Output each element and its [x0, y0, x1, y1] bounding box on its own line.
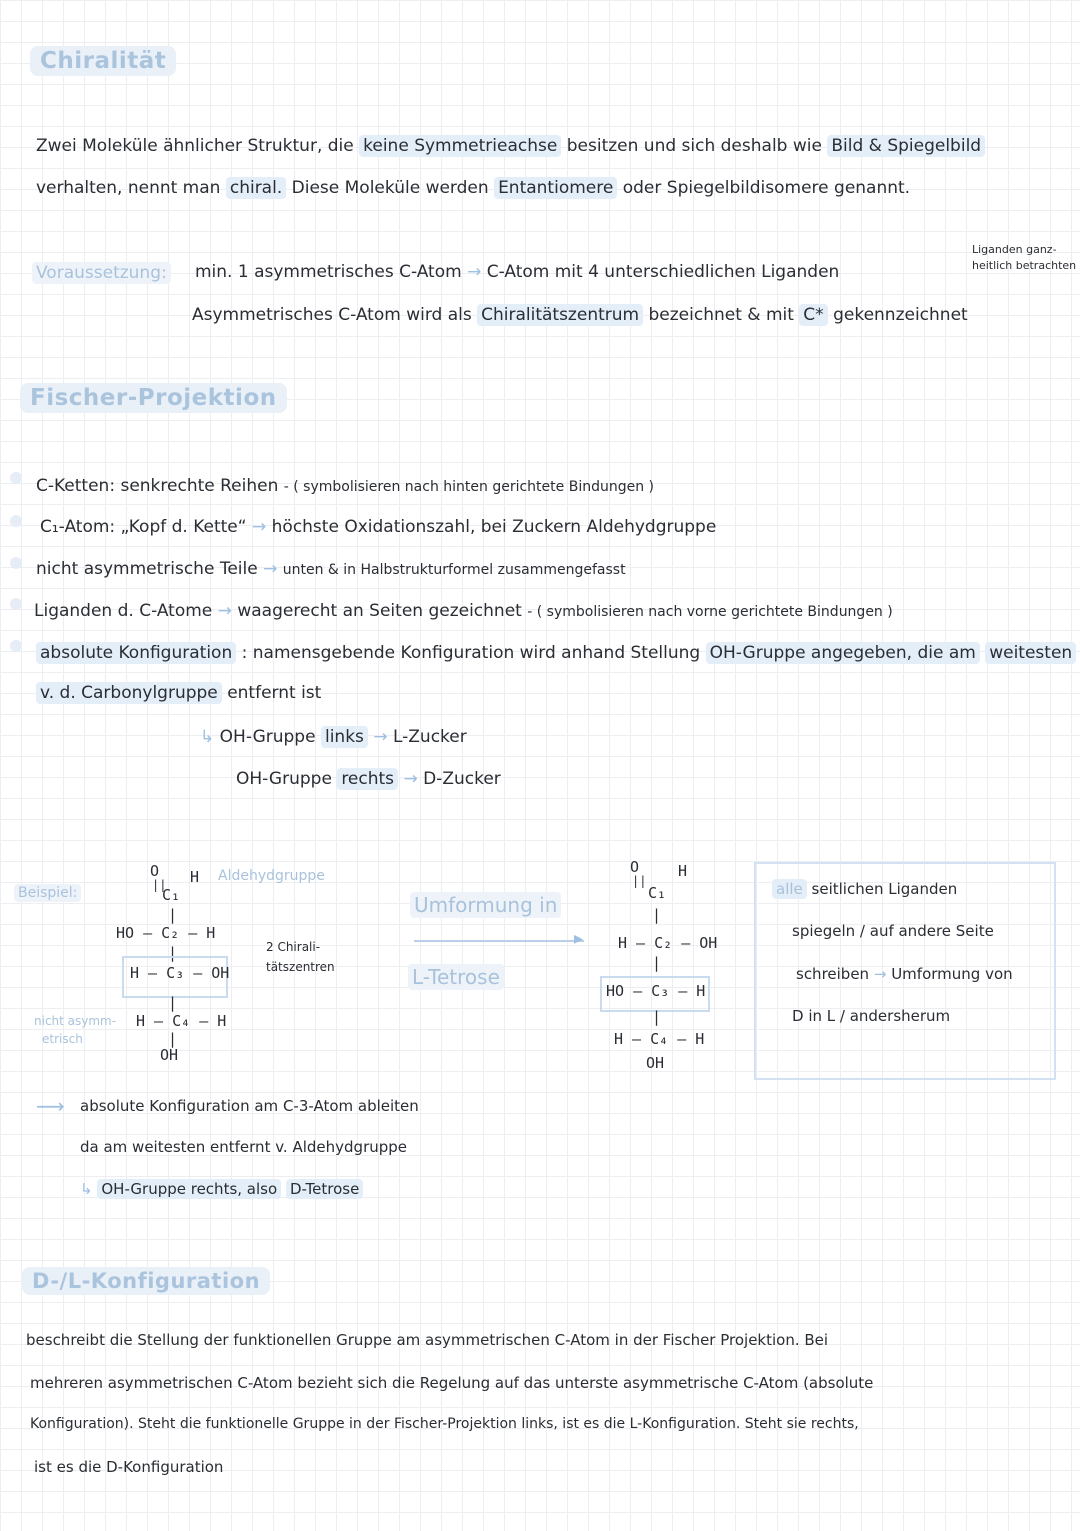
carbon-1-label: C₁	[648, 884, 667, 902]
fischer-line-2	[40, 517, 716, 537]
chiral-note: tätszentren	[266, 960, 335, 974]
fischer-line-8	[236, 769, 501, 789]
note-text: seitlichen Liganden	[811, 880, 958, 898]
conclusion-line-3	[80, 1180, 363, 1198]
fischer-row: HO – C₂ – H	[116, 924, 216, 942]
note-highlight: alle	[772, 879, 807, 899]
note-line-4: D in L / andersherum	[792, 1007, 951, 1025]
bond-line: |	[168, 1030, 178, 1048]
bullet-dot	[10, 515, 22, 527]
carbon-1-label: C₁	[162, 886, 181, 904]
label-beispiel: Beispiel:	[14, 884, 81, 902]
fischer-row: H – C₃ – OH	[130, 964, 230, 982]
fischer-line-3	[36, 559, 626, 579]
fischer-row: HO – C₃ – H	[606, 982, 706, 1000]
voraussetzung-text: min. 1 asymmetrisches C-Atom	[195, 262, 462, 282]
fischer-row: H – C₄ – H	[614, 1030, 705, 1048]
note-line-3	[796, 965, 1013, 983]
turn-arrow-icon: ↳	[200, 727, 215, 747]
fischer-text: L-Zucker	[392, 727, 467, 747]
label-voraussetzung: Voraussetzung:	[32, 262, 171, 284]
arrow-icon: →	[263, 559, 278, 579]
voraussetzung-line-2	[192, 305, 968, 325]
aldehyd-label: Aldehydgruppe	[218, 868, 325, 884]
tetrose-label: L-Tetrose	[408, 964, 504, 990]
turn-arrow-icon: ↳	[80, 1180, 93, 1198]
arrow-icon: →	[217, 601, 232, 621]
chiral-note: 2 Chirali-	[266, 940, 321, 954]
conclusion-line-1: absolute Konfiguration am C-3-Atom ableiten	[80, 1097, 419, 1115]
intro-text: verhalten, nennt man	[36, 178, 221, 198]
nicht-asymm-note: etrisch	[42, 1032, 83, 1046]
fischer-text: D-Zucker	[423, 769, 501, 789]
hydroxyl-label: OH	[160, 1046, 179, 1064]
fischer-text: C-Ketten: senkrechte Reihen	[36, 476, 279, 496]
bullet-dot	[10, 640, 22, 652]
intro-line-1	[36, 136, 985, 156]
bond-line: |	[652, 954, 662, 972]
note-line-2: spiegeln / auf andere Seite	[792, 922, 994, 940]
arrow-icon: →	[467, 262, 482, 282]
fischer-highlight: absolute Konfiguration	[36, 642, 236, 664]
fischer-text: Liganden d. C-Atome	[34, 601, 213, 621]
bullet-dot	[10, 472, 22, 484]
fischer-row: H – C₄ – H	[136, 1012, 227, 1030]
fischer-line-5	[36, 643, 1076, 663]
arrow-head-icon: ▸	[574, 928, 584, 949]
double-bond-icon: ||	[152, 878, 167, 892]
intro-line-2	[36, 178, 910, 198]
arrow-icon: →	[873, 965, 887, 983]
intro-text: oder Spiegelbildisomere genannt.	[622, 178, 911, 198]
heading-dl-konfiguration: D-/L-Konfiguration	[22, 1267, 270, 1295]
bullet-dot	[10, 598, 22, 610]
fischer-text: - ( symbolisieren nach hinten gerichtete Bindungen )	[283, 479, 654, 495]
bond-line: |	[168, 906, 178, 924]
note-text: Umformung von	[891, 965, 1013, 983]
dl-text-line-4: ist es die D-Konfiguration	[34, 1458, 224, 1476]
voraussetzung-text: bezeichnet & mit	[648, 305, 794, 325]
arrow-icon: →	[373, 727, 388, 747]
arrow-icon: ⟶	[36, 1094, 65, 1118]
bond-line: |	[168, 944, 178, 962]
bullet-dot	[10, 557, 22, 569]
hydrogen-label: H	[190, 868, 200, 886]
fischer-text: entfernt ist	[227, 683, 322, 703]
intro-highlight: Bild & Spiegelbild	[827, 135, 985, 157]
fischer-text: OH-Gruppe	[236, 769, 332, 789]
fischer-highlight: OH-Gruppe angegeben, die am	[706, 642, 980, 664]
voraussetzung-highlight: Chiralitätszentrum	[477, 304, 643, 326]
voraussetzung-highlight: C*	[799, 304, 827, 326]
intro-text: Diese Moleküle werden	[291, 178, 489, 198]
fischer-line-7	[200, 727, 467, 747]
arrow-icon: →	[251, 517, 267, 537]
intro-text: Zwei Moleküle ähnlicher Struktur, die	[36, 136, 354, 156]
fischer-text: nicht asymmetrische Teile	[36, 559, 258, 579]
fischer-text: unten & in Halbstrukturformel zusammengefasst	[282, 562, 626, 578]
dl-text-line-2: mehreren asymmetrischen C-Atom bezieht sich die Regelung auf das unterste asymmetrische C-Atom (absolute	[30, 1374, 874, 1392]
intro-highlight: chiral.	[226, 177, 286, 199]
fischer-text: waagerecht an Seiten gezeichnet	[237, 601, 522, 621]
voraussetzung-text: gekennzeichnet	[833, 305, 968, 325]
fischer-line-4	[34, 601, 893, 621]
conclusion-highlight: OH-Gruppe rechts, also	[97, 1179, 281, 1199]
intro-highlight: keine Symmetrieachse	[359, 135, 561, 157]
fischer-highlight: links	[321, 726, 368, 748]
fischer-line-1	[36, 476, 654, 496]
oxygen-label: O	[630, 858, 640, 876]
intro-highlight: Entantiomere	[494, 177, 617, 199]
fischer-highlight: rechts	[337, 768, 398, 790]
side-note	[972, 242, 1076, 274]
fischer-text: - ( symbolisieren nach vorne gerichtete Bindungen )	[527, 604, 893, 620]
side-note-line: Liganden ganz-	[972, 243, 1057, 256]
hydrogen-label: H	[678, 862, 688, 880]
dl-text-line-1: beschreibt die Stellung der funktionellen Gruppe am asymmetrischen C-Atom in der Fischer Projektion. Bei	[26, 1331, 829, 1349]
double-bond-icon: ||	[632, 874, 647, 888]
fischer-text: OH-Gruppe	[219, 727, 316, 747]
fischer-row: H – C₂ – OH	[618, 934, 718, 952]
side-note-line: heitlich betrachten	[972, 259, 1077, 272]
bond-line: |	[168, 994, 178, 1012]
voraussetzung-text: Asymmetrisches C-Atom wird als	[192, 305, 472, 325]
voraussetzung-text: C-Atom mit 4 unterschiedlichen Liganden	[486, 262, 840, 282]
heading-fischer: Fischer-Projektion	[20, 383, 287, 413]
bond-line: |	[652, 1008, 662, 1026]
fischer-text: : namensgebende Konfiguration wird anhand Stellung	[241, 643, 701, 663]
fischer-text: C₁-Atom: „Kopf d. Kette“	[40, 517, 247, 537]
nicht-asymm-note: nicht asymm-	[34, 1014, 117, 1028]
fischer-highlight: v. d. Carbonylgruppe	[36, 682, 222, 704]
conclusion-line-2: da am weitesten entfernt v. Aldehydgruppe	[80, 1138, 408, 1156]
intro-text: besitzen und sich deshalb wie	[566, 136, 822, 156]
fischer-line-6	[36, 683, 321, 703]
bond-line: |	[652, 906, 662, 924]
hydroxyl-label: OH	[646, 1054, 665, 1072]
note-text: schreiben	[796, 965, 870, 983]
dl-text-line-3: Konfiguration). Steht die funktionelle Gruppe in der Fischer-Projektion links, ist es die L-Konfiguration. Steht sie rechts,	[30, 1416, 859, 1432]
note-line-1	[772, 880, 957, 898]
arrow-line	[414, 940, 584, 942]
oxygen-label: O	[150, 862, 160, 880]
umformung-label: Umformung in	[410, 892, 561, 918]
fischer-highlight: weitesten	[985, 642, 1076, 664]
fischer-text: höchste Oxidationszahl, bei Zuckern Aldehydgruppe	[271, 517, 717, 537]
arrow-icon: →	[403, 769, 418, 789]
voraussetzung-line-1	[195, 262, 839, 282]
heading-chiralitaet: Chiralität	[30, 46, 176, 76]
conclusion-highlight: D-Tetrose	[286, 1179, 363, 1199]
